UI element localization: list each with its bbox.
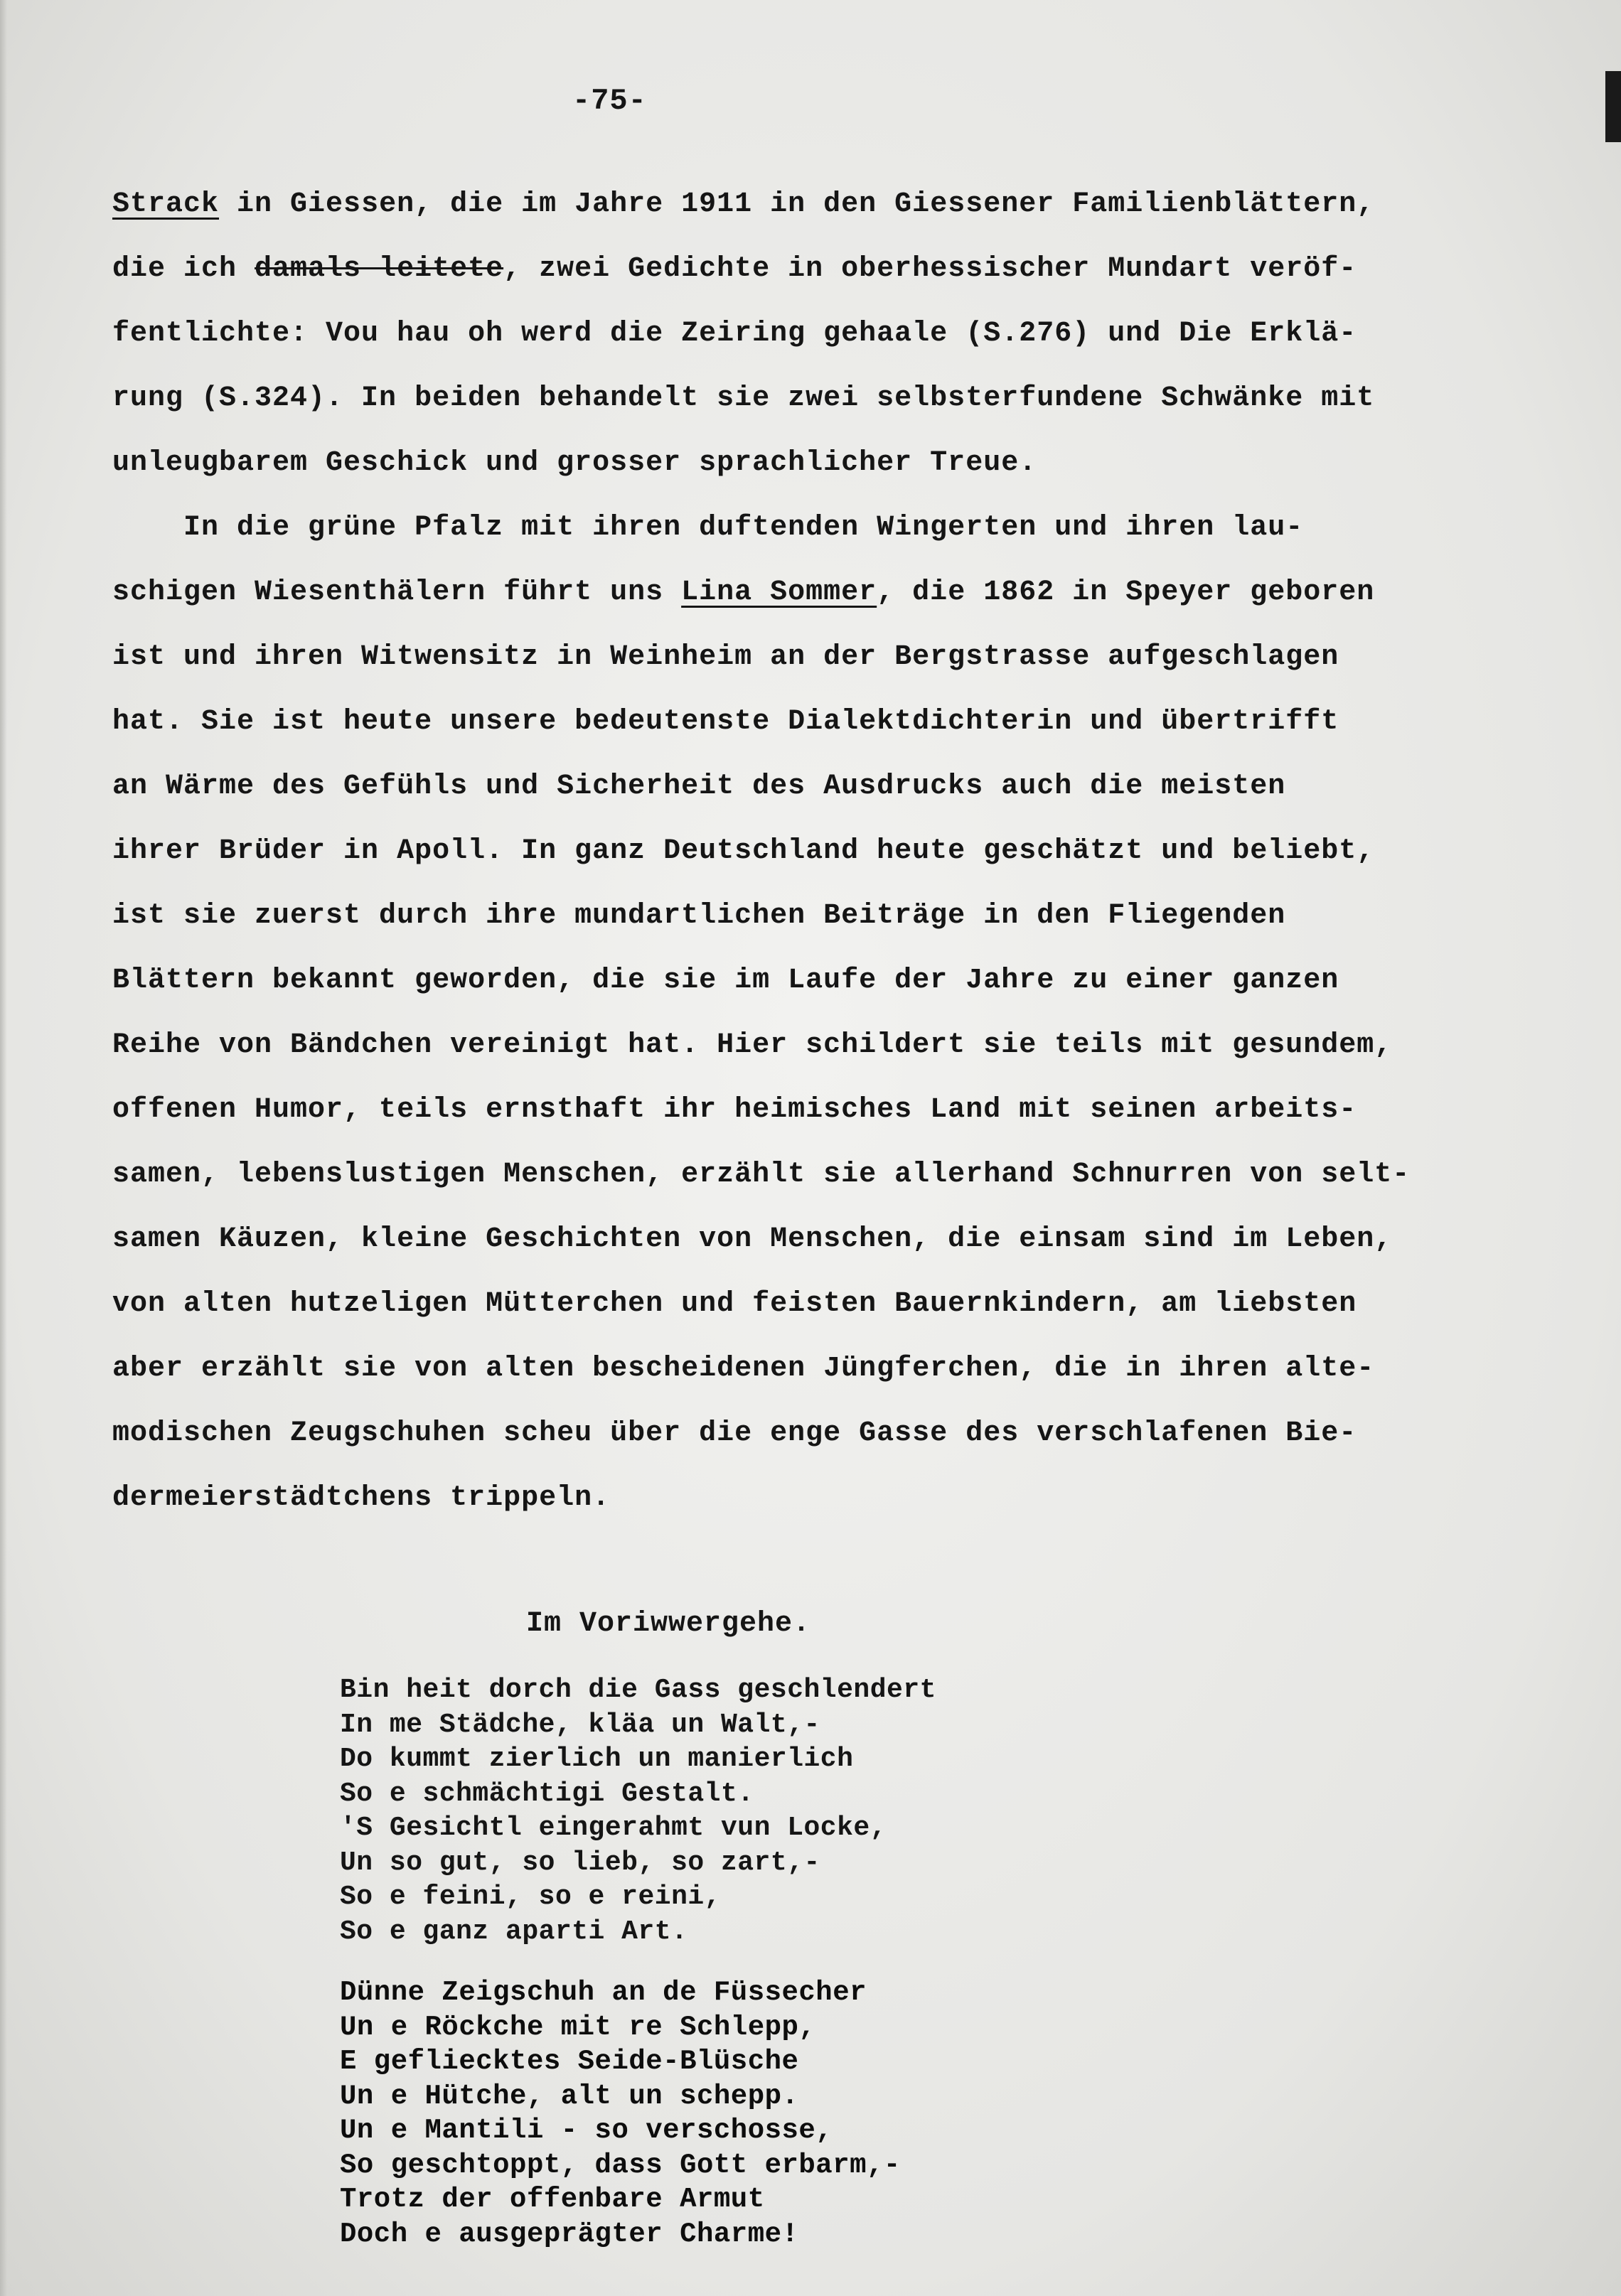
poem-line: So geschtoppt, dass Gott erbarm,- — [340, 2149, 901, 2181]
poem-line: In me Städche, kläa un Walt,- — [340, 1709, 820, 1740]
text-line — [112, 442, 1556, 507]
poem-line: Un e Röckche mit re Schlepp, — [340, 2011, 816, 2043]
text-run: Reihe von Bändchen vereinigt hat. Hier schildert sie teils mit gesundem, — [112, 1029, 1393, 1061]
poem-line: 'S Gesichtl eingerahmt vun Locke, — [340, 1813, 887, 1843]
text-line — [112, 830, 1556, 895]
text-line — [112, 1089, 1556, 1154]
poem-line: So e ganz aparti Art. — [340, 1916, 688, 1947]
text-line — [112, 248, 1556, 313]
page-edge-mark — [1605, 71, 1621, 142]
text-run: die ich — [112, 253, 255, 285]
text-run: in Giessen, die im Jahre 1911 in den Giessener Familienblättern, — [219, 188, 1375, 220]
text-run: dermeierstädtchens trippeln. — [112, 1482, 611, 1514]
struck-text: damals leitete — [255, 253, 504, 285]
text-run: rung (S.324). In beiden behandelt sie zwei selbsterfundene Schwänke mit — [112, 382, 1375, 414]
poem-line: Trotz der offenbare Armut — [340, 2184, 765, 2215]
text-run: ist sie zuerst durch ihre mundartlichen Beiträge in den Fliegenden — [112, 900, 1286, 932]
text-line — [112, 1348, 1556, 1412]
text-run: schigen Wiesenthälern führt uns — [112, 576, 682, 608]
text-run: , zwei Gedichte in oberhessischer Mundart veröf- — [503, 253, 1357, 285]
text-line — [112, 183, 1556, 248]
text-line — [112, 1218, 1556, 1283]
underlined-name: Strack — [112, 188, 220, 220]
text-run: offenen Humor, teils ernsthaft ihr heimisches Land mit seinen arbeits- — [112, 1094, 1357, 1126]
poem-line: Un e Hütche, alt un schepp. — [340, 2080, 799, 2112]
text-line — [112, 313, 1556, 377]
text-run: , die 1862 in Speyer geboren — [877, 576, 1375, 608]
poem-title: Im Voriwwergehe. — [526, 1608, 811, 1640]
text-line — [112, 766, 1556, 830]
body-text — [112, 183, 1556, 1542]
text-line — [112, 377, 1556, 442]
text-run: fentlichte: Vou hau oh werd die Zeiring gehaale (S.276) und Die Erklä- — [112, 318, 1357, 350]
text-run: modischen Zeugschuhen scheu über die enge Gasse des verschlafenen Bie- — [112, 1417, 1357, 1449]
text-run: hat. Sie ist heute unsere bedeutenste Dialektdichterin und übertrifft — [112, 706, 1339, 738]
text-line — [112, 701, 1556, 766]
text-run: aber erzählt sie von alten bescheidenen Jüngferchen, die in ihren alte- — [112, 1353, 1375, 1385]
poem-line: Bin heit dorch die Gass geschlendert — [340, 1675, 936, 1705]
text-run: In die grüne Pfalz mit ihren duftenden Wingerten und ihren lau- — [112, 512, 1304, 544]
text-line — [112, 1154, 1556, 1218]
poem-line: Dünne Zeigschuh an de Füssecher — [340, 1977, 867, 2008]
text-line — [112, 507, 1556, 572]
text-run: unleugbarem Geschick und grosser sprachlicher Treue. — [112, 447, 1037, 479]
text-run: ist und ihren Witwensitz in Weinheim an der Bergstrasse aufgeschlagen — [112, 641, 1339, 673]
page-shadow-left — [0, 0, 7, 2296]
text-line — [112, 572, 1556, 636]
text-line — [112, 895, 1556, 960]
text-run: von alten hutzeligen Mütterchen und feisten Bauernkindern, am liebsten — [112, 1288, 1357, 1320]
text-run: Blättern bekannt geworden, die sie im Laufe der Jahre zu einer ganzen — [112, 965, 1339, 997]
page-number: -75- — [572, 84, 647, 118]
text-run: an Wärme des Gefühls und Sicherheit des Ausdrucks auch die meisten — [112, 771, 1286, 803]
poem-line: Un e Mantili - so verschosse, — [340, 2115, 833, 2146]
poem-line: E gefliecktes Seide-Blüsche — [340, 2046, 799, 2077]
text-run: samen Käuzen, kleine Geschichten von Menschen, die einsam sind im Leben, — [112, 1223, 1393, 1255]
poem-line: Un so gut, so lieb, so zart,- — [340, 1847, 820, 1878]
poem-line: So e schmächtigi Gestalt. — [340, 1778, 754, 1809]
poem-line: Do kummt zierlich un manierlich — [340, 1744, 854, 1774]
text-line — [112, 1477, 1556, 1542]
text-line — [112, 1024, 1556, 1089]
text-line — [112, 636, 1556, 701]
poem-line: Doch e ausgeprägter Charme! — [340, 2218, 799, 2250]
text-run: ihrer Brüder in Apoll. In ganz Deutschland heute geschätzt und beliebt, — [112, 835, 1375, 867]
poem-line: So e feini, so e reini, — [340, 1882, 721, 1912]
poem-stanza-1 — [340, 1674, 1193, 1950]
poem-stanza-2 — [340, 1976, 1193, 2252]
text-run: samen, lebenslustigen Menschen, erzählt sie allerhand Schnurren von selt- — [112, 1159, 1411, 1191]
text-line — [112, 960, 1556, 1024]
underlined-name: Lina Sommer — [681, 576, 877, 608]
text-line — [112, 1283, 1556, 1348]
text-line — [112, 1412, 1556, 1477]
